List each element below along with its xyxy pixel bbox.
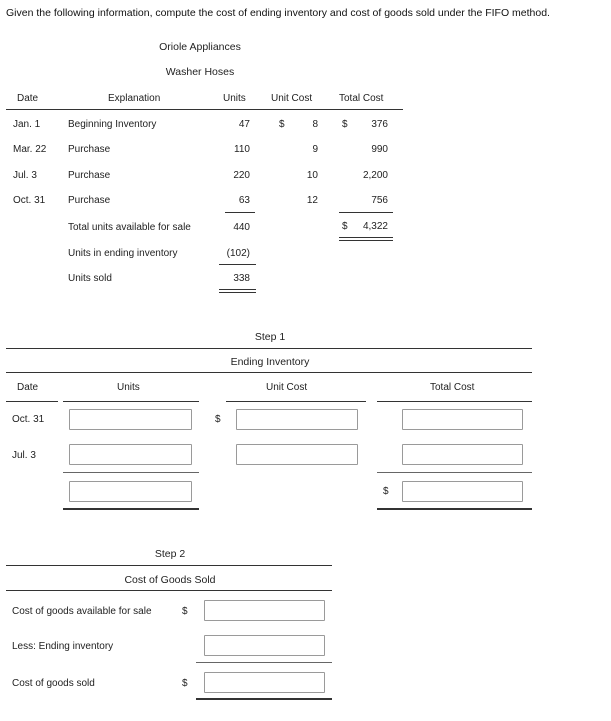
jul3-total-cost-input[interactable] [402, 444, 523, 465]
step1-col-units: Units [117, 382, 140, 393]
dollar-sign: $ [342, 221, 348, 232]
dollar-sign: $ [182, 678, 188, 689]
dollar-sign: $ [182, 606, 188, 617]
col-header-unit-cost: Unit Cost [271, 93, 313, 104]
dollar-sign: $ [279, 119, 285, 130]
step1-double-rule [377, 508, 532, 510]
sold-label: Units sold [68, 273, 112, 284]
units-subtotal-rule [225, 212, 255, 213]
step2-subtotal-rule [196, 662, 332, 663]
oct31-unit-cost-input[interactable] [236, 409, 358, 430]
step1-col-total-cost: Total Cost [430, 382, 475, 393]
ending-label: Units in ending inventory [68, 248, 178, 259]
total-units-input[interactable] [69, 481, 192, 502]
row-units: 47 [238, 119, 250, 130]
row-date: Jan. 1 [13, 119, 41, 130]
step1-double-rule [63, 508, 199, 510]
cogs-input[interactable] [204, 672, 325, 693]
row-explanation: Beginning Inventory [68, 119, 157, 130]
step1-col-unit-cost: Unit Cost [266, 382, 308, 393]
row-total-cost: 756 [371, 195, 388, 206]
col-header-explanation: Explanation [108, 93, 161, 104]
step2-title: Cost of Goods Sold [124, 574, 216, 586]
instructions-text: Given the following information, compute the cost of ending inventory and cost of goods sold under the FIFO method. [6, 7, 550, 19]
goods-available-input[interactable] [204, 600, 325, 621]
double-rule-top [339, 237, 393, 238]
company-name: Oriole Appliances [159, 41, 241, 53]
row-total-cost: 376 [371, 119, 388, 130]
col-header-total-cost: Total Cost [339, 93, 384, 104]
step1-header-rule [377, 401, 532, 402]
step2-double-rule [196, 698, 332, 700]
dollar-sign: $ [383, 486, 389, 497]
col-header-units: Units [223, 93, 246, 104]
total-ending-cost-input[interactable] [402, 481, 523, 502]
available-total-cost: 4,322 [362, 221, 388, 232]
step1-row-date: Jul. 3 [12, 450, 36, 461]
dollar-sign: $ [342, 119, 348, 130]
dollar-sign: $ [215, 414, 221, 425]
available-label: Total units available for sale [68, 222, 191, 233]
double-rule-bottom [219, 292, 256, 293]
row-date: Oct. 31 [13, 195, 46, 206]
oct31-total-cost-input[interactable] [402, 409, 523, 430]
row-explanation: Purchase [68, 144, 111, 155]
row-date: Mar. 22 [13, 144, 47, 155]
step2-title-rule [6, 590, 332, 591]
row-explanation: Purchase [68, 195, 111, 206]
row-unit-cost: 10 [306, 170, 318, 181]
less-ending-label: Less: Ending inventory [12, 641, 114, 652]
units-rule [219, 264, 256, 265]
step1-top-rule [6, 348, 532, 349]
row-total-cost: 990 [371, 144, 388, 155]
step1-header-rule [226, 401, 366, 402]
ending-inventory-input[interactable] [204, 635, 325, 656]
step1-header-rule [6, 401, 58, 402]
ending-units: (102) [226, 248, 250, 259]
header-rule [6, 109, 403, 110]
double-rule-top [219, 289, 256, 290]
row-unit-cost: 9 [312, 144, 318, 155]
step1-title: Ending Inventory [230, 356, 310, 368]
available-units: 440 [233, 222, 250, 233]
step1-label: Step 1 [254, 331, 286, 343]
jul3-units-input[interactable] [69, 444, 192, 465]
step2-label: Step 2 [154, 548, 186, 560]
step1-col-date: Date [17, 382, 39, 393]
step1-title-rule [6, 372, 532, 373]
cost-subtotal-rule [339, 212, 393, 213]
double-rule-bottom [339, 240, 393, 241]
row-explanation: Purchase [68, 170, 111, 181]
step1-row-date: Oct. 31 [12, 414, 45, 425]
row-units: 110 [234, 144, 250, 155]
row-unit-cost: 8 [312, 119, 318, 130]
oct31-units-input[interactable] [69, 409, 192, 430]
step1-header-rule [63, 401, 199, 402]
row-units: 63 [238, 195, 250, 206]
cogas-label: Cost of goods available for sale [12, 606, 152, 617]
sold-units: 338 [233, 273, 250, 284]
step2-top-rule [6, 565, 332, 566]
row-total-cost: 2,200 [362, 170, 388, 181]
row-units: 220 [233, 170, 250, 181]
jul3-unit-cost-input[interactable] [236, 444, 358, 465]
step1-total-rule [377, 472, 532, 473]
col-header-date: Date [17, 93, 39, 104]
row-date: Jul. 3 [13, 170, 37, 181]
step1-total-rule [63, 472, 199, 473]
product-name: Washer Hoses [165, 66, 235, 78]
cogs-label: Cost of goods sold [12, 678, 95, 689]
row-unit-cost: 12 [306, 195, 318, 206]
